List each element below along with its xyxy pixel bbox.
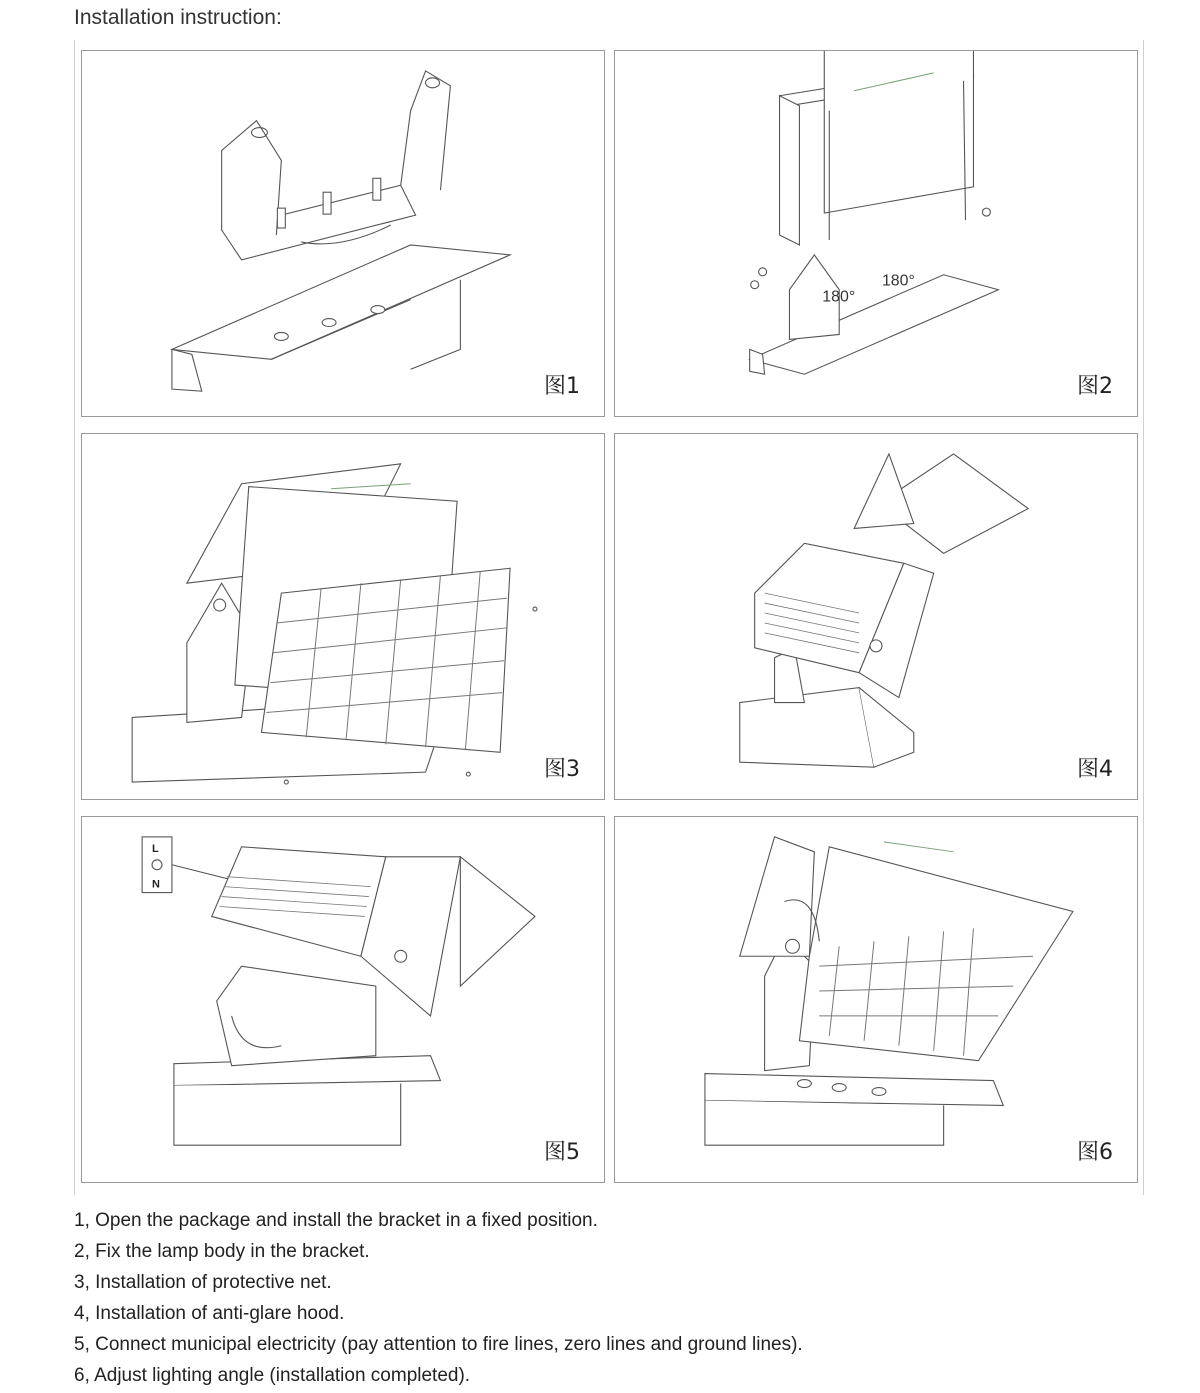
- page-title: Installation instruction:: [74, 6, 282, 29]
- figure-1-panel: [81, 50, 605, 417]
- step-4: 4, Installation of anti-glare hood.: [74, 1303, 345, 1324]
- angle-label-left: 180°: [822, 288, 856, 306]
- figure-6-label: 图6: [1077, 1140, 1113, 1165]
- figure-3-label: 图3: [544, 757, 580, 782]
- figure-4-panel: [614, 433, 1138, 800]
- figure-6-panel: [614, 816, 1138, 1183]
- anti-glare-hood-drawing: [615, 434, 1137, 799]
- step-1: 1, Open the package and install the bracket in a fixed position.: [74, 1210, 598, 1231]
- instruction-steps: [74, 1205, 803, 1391]
- figure-5-panel: [81, 816, 605, 1183]
- lamp-body-drawing: [615, 51, 1137, 416]
- figure-2-label: 图2: [1077, 374, 1113, 399]
- wiring-drawing: [82, 817, 604, 1182]
- figure-5-label: 图5: [544, 1140, 580, 1165]
- figure-3-panel: [81, 433, 605, 800]
- terminal-n: N: [152, 878, 160, 891]
- terminal-l: L: [152, 842, 159, 855]
- step-3: 3, Installation of protective net.: [74, 1272, 332, 1293]
- angle-label-right: 180°: [881, 272, 915, 290]
- adjust-angle-drawing: [615, 817, 1137, 1182]
- figure-1-label: 图1: [544, 374, 580, 399]
- step-5: 5, Connect municipal electricity (pay attention to fire lines, zero lines and ground lines).: [74, 1334, 803, 1355]
- protective-net-drawing: [82, 434, 604, 799]
- step-2: 2, Fix the lamp body in the bracket.: [74, 1241, 370, 1262]
- step-6: 6, Adjust lighting angle (installation completed).: [74, 1365, 471, 1386]
- figure-2-panel: [614, 50, 1138, 417]
- bracket-drawing: [82, 51, 604, 416]
- figure-4-label: 图4: [1077, 757, 1113, 782]
